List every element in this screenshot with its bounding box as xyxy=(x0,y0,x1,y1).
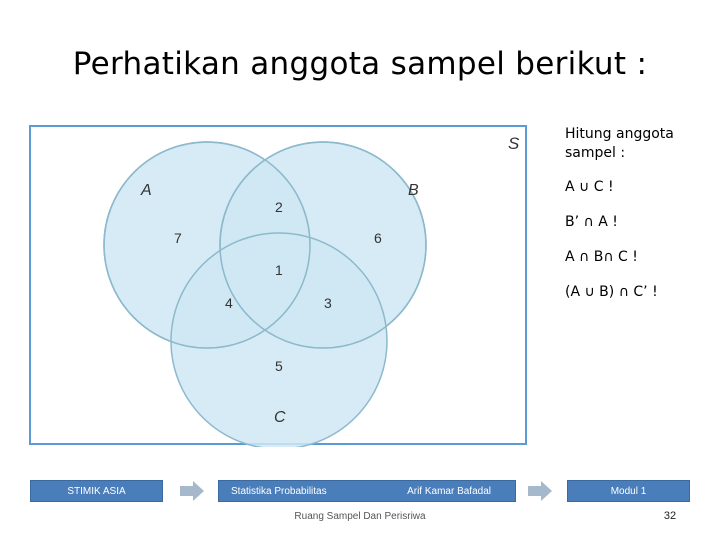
page-number: 32 xyxy=(663,510,677,522)
venn-circles xyxy=(104,142,426,447)
footer-course xyxy=(218,480,516,502)
footer-subtitle: Ruang Sampel Dan Perisriwa xyxy=(294,511,426,522)
set-c-label: C xyxy=(274,409,286,426)
footer-stimik xyxy=(30,480,163,502)
question-item: A ∩ B∩ C ! xyxy=(565,249,638,265)
questions-intro: Hitung anggota sampel : xyxy=(565,126,674,161)
footer-module xyxy=(567,480,690,502)
footer-author-label: Arif Kamar Bafadal xyxy=(407,486,491,497)
set-b-label: B xyxy=(408,182,419,199)
question-item: (A ∪ B) ∩ C’ ! xyxy=(565,284,658,300)
region-b-c: 3 xyxy=(324,295,332,311)
questions-panel xyxy=(565,125,715,318)
venn-diagram xyxy=(29,125,527,445)
region-a-b: 2 xyxy=(275,199,283,215)
slide-title: Perhatikan anggota sampel berikut : xyxy=(72,46,648,82)
region-a-b-c: 1 xyxy=(275,262,283,278)
footer-stimik-label: STIMIK ASIA xyxy=(67,486,126,497)
question-item: B’ ∩ A ! xyxy=(565,214,618,230)
region-b-only: 6 xyxy=(374,230,382,246)
footer-module-label: Modul 1 xyxy=(610,486,647,497)
region-a-c: 4 xyxy=(225,295,233,311)
universe-label: S xyxy=(508,134,520,153)
set-a-label: A xyxy=(141,182,152,199)
right-arrow-icon xyxy=(180,481,204,501)
question-item: A ∪ C ! xyxy=(565,179,614,195)
region-c-only: 5 xyxy=(275,358,283,374)
venn-svg xyxy=(31,127,529,447)
right-arrow-icon xyxy=(528,481,552,501)
region-a-only: 7 xyxy=(174,230,182,246)
footer-course-label: Statistika Probabilitas xyxy=(231,486,327,497)
